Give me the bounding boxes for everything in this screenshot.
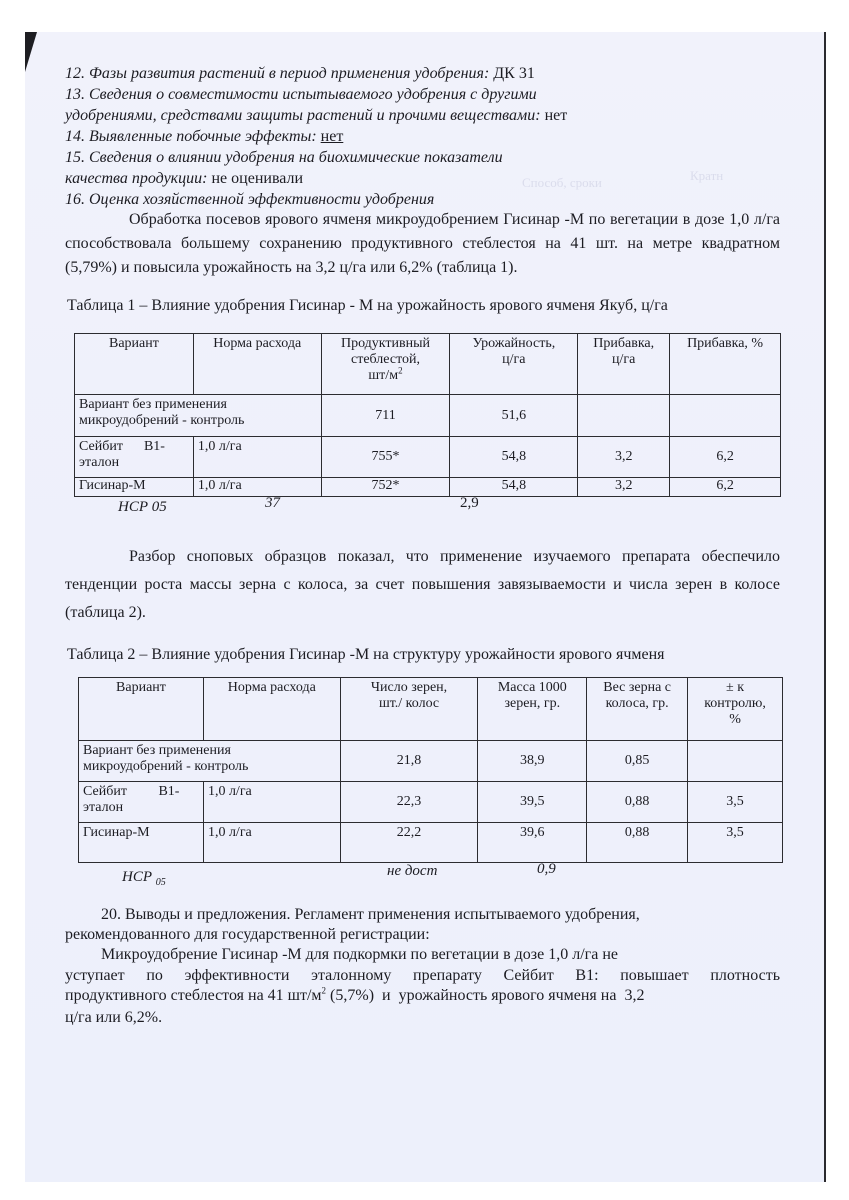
table1-header-gain: Прибавка, ц/га	[578, 334, 670, 395]
table1-caption: Таблица 1 – Влияние удобрения Гисинар - М на урожайность ярового ячменя Якуб, ц/га	[67, 297, 668, 314]
table2-caption: Таблица 2 – Влияние удобрения Гисинар -М на структуру урожайности ярового ячменя	[67, 646, 665, 663]
table2-cell-variant: Гисинар-М	[79, 823, 204, 863]
table1-cell-gain-pct: 6,2	[670, 478, 781, 497]
item-13-line2: удобрениями, средствами защиты растений и прочими веществами: нет	[65, 107, 568, 124]
section20-body-line4: ц/га или 6,2%.	[65, 1009, 163, 1026]
table2-header-grains: Число зерен, шт./ колос	[340, 678, 478, 741]
table2-header-mass: Масса 1000 зерен, гр.	[478, 678, 587, 741]
table1-cell-rate: 1,0 л/га	[193, 437, 321, 478]
table2-cell-grains: 22,2	[340, 823, 478, 863]
bleed-through-text: Способ, сроки	[522, 175, 602, 190]
section20-heading: 20. Выводы и предложения. Регламент применения испытываемого удобрения,	[101, 906, 640, 923]
scan-page-edge	[824, 32, 826, 1182]
table2-header-rate: Норма расхода	[203, 678, 340, 741]
table2-header-variant: Вариант	[79, 678, 204, 741]
table1-cell-gain: 3,2	[578, 478, 670, 497]
table1-cell-variant: Сейбит В1- эталон	[75, 437, 194, 478]
table2-cell-vs-control: 3,5	[688, 782, 783, 823]
table1-cell-rate: 1,0 л/га	[193, 478, 321, 497]
table1-cell-variant: Гисинар-М	[75, 478, 194, 497]
scan-corner-shadow	[25, 32, 37, 72]
table1-lsd-stand: 37	[265, 495, 280, 511]
table1-cell-stand: 752*	[321, 478, 450, 497]
section20-body-line3: продуктивного стеблестоя на 41 $шт/м^2$ (5,7%) и урожайность ярового ячменя на 3,2	[65, 985, 645, 1004]
table-row	[79, 782, 783, 823]
table1-header-gain-pct: Прибавка, %	[670, 334, 781, 395]
table2-cell-variant: Вариант без применения микроудобрений - контроль	[79, 741, 341, 782]
item-15-line1: 15. Сведения о влиянии удобрения на биохимические показатели	[65, 149, 503, 166]
item-16: 16. Оценка хозяйственной эффективности удобрения	[65, 191, 435, 208]
table2-cell-weight: 0,88	[587, 823, 688, 863]
table1-header-rate: Норма расхода	[193, 334, 321, 395]
item-12: 12. Фазы развития растений в период применения удобрения: ДК 31	[65, 65, 535, 82]
table1-cell-stand: 755*	[321, 437, 450, 478]
section20-heading-line2: рекомендованного для государственной регистрации:	[65, 926, 430, 943]
table2-cell-mass: 39,6	[478, 823, 587, 863]
table1-cell-gain-pct: 6,2	[670, 437, 781, 478]
table-row	[79, 741, 783, 782]
table1-cell-gain: 3,2	[578, 437, 670, 478]
table1-header-row	[75, 334, 781, 395]
table1-header-variant: Вариант	[75, 334, 194, 395]
item-13-line1: 13. Сведения о совместимости испытываемого удобрения с другими	[65, 86, 537, 103]
table2-cell-mass: 39,5	[478, 782, 587, 823]
table2-cell-vs-control	[688, 741, 783, 782]
table1-cell-yield: 54,8	[450, 437, 578, 478]
table2-yield-structure	[78, 677, 783, 863]
table-row	[75, 437, 781, 478]
table2-lsd-mass: 0,9	[537, 861, 556, 877]
bleed-through-text: Кратн	[690, 168, 724, 183]
table2-lsd-label: НСР $_{05}$	[122, 869, 166, 888]
paragraph-yield-summary: Обработка посевов ярового ячменя микроудобрением Гисинар -М по вегетации в дозе 1,0 л/га способствовала большему сохранению продуктивного стеблестоя на 41 шт. на метре квадратном (5,79%) и повысила урожайность на 3,2 ц/га или 6,2% (таблица 1).	[65, 211, 780, 276]
table1-cell-yield: 54,8	[450, 478, 578, 497]
table2-cell-weight: 0,85	[587, 741, 688, 782]
table2-cell-vs-control: 3,5	[688, 823, 783, 863]
section20-body-line1: Микроудобрение Гисинар -М для подкормки по вегетации в дозе 1,0 л/га не	[101, 946, 618, 963]
table1-header-yield: Урожайность, ц/га	[450, 334, 578, 395]
table2-cell-rate: 1,0 л/га	[203, 823, 340, 863]
table1-cell-stand: 711	[321, 395, 450, 437]
table2-lsd-grains: не дост	[387, 863, 438, 879]
table1-header-stand: Продуктивный стеблестой, $шт/м^2$	[321, 334, 450, 395]
table2-cell-grains: 22,3	[340, 782, 478, 823]
table2-header-vs-control: ± к контролю, %	[688, 678, 783, 741]
item-15-line2: качества продукции: не оценивали	[65, 170, 304, 187]
table2-cell-grains: 21,8	[340, 741, 478, 782]
table1-lsd-label: НСР 05	[118, 499, 167, 515]
table1-lsd-yield: 2,9	[460, 495, 479, 511]
section20-body-line2: уступает по эффективности эталонному препарату Сейбит В1: повышает плотность	[65, 967, 780, 984]
table1-cell-gain-pct	[670, 395, 781, 437]
table2-cell-weight: 0,88	[587, 782, 688, 823]
table2-cell-variant: Сейбит В1- эталон	[79, 782, 204, 823]
table2-header-weight: Вес зерна с колоса, гр.	[587, 678, 688, 741]
paragraph-sheaf-analysis: Разбор сноповых образцов показал, что применение изучаемого препарата обеспечило тенденции роста массы зерна с колоса, за счет повышения завязываемости и числа зерен в колосе (таблица 2).	[65, 548, 780, 621]
table2-cell-mass: 38,9	[478, 741, 587, 782]
table2-header-row	[79, 678, 783, 741]
table1-yield	[74, 333, 781, 497]
table-row	[79, 823, 783, 863]
table-row	[75, 478, 781, 497]
item-14: 14. Выявленные побочные эффекты: нет	[65, 128, 344, 145]
table2-cell-rate: 1,0 л/га	[203, 782, 340, 823]
table1-cell-gain	[578, 395, 670, 437]
table1-cell-yield: 51,6	[450, 395, 578, 437]
table1-cell-variant: Вариант без применения микроудобрений - контроль	[75, 395, 322, 437]
table-row	[75, 395, 781, 437]
